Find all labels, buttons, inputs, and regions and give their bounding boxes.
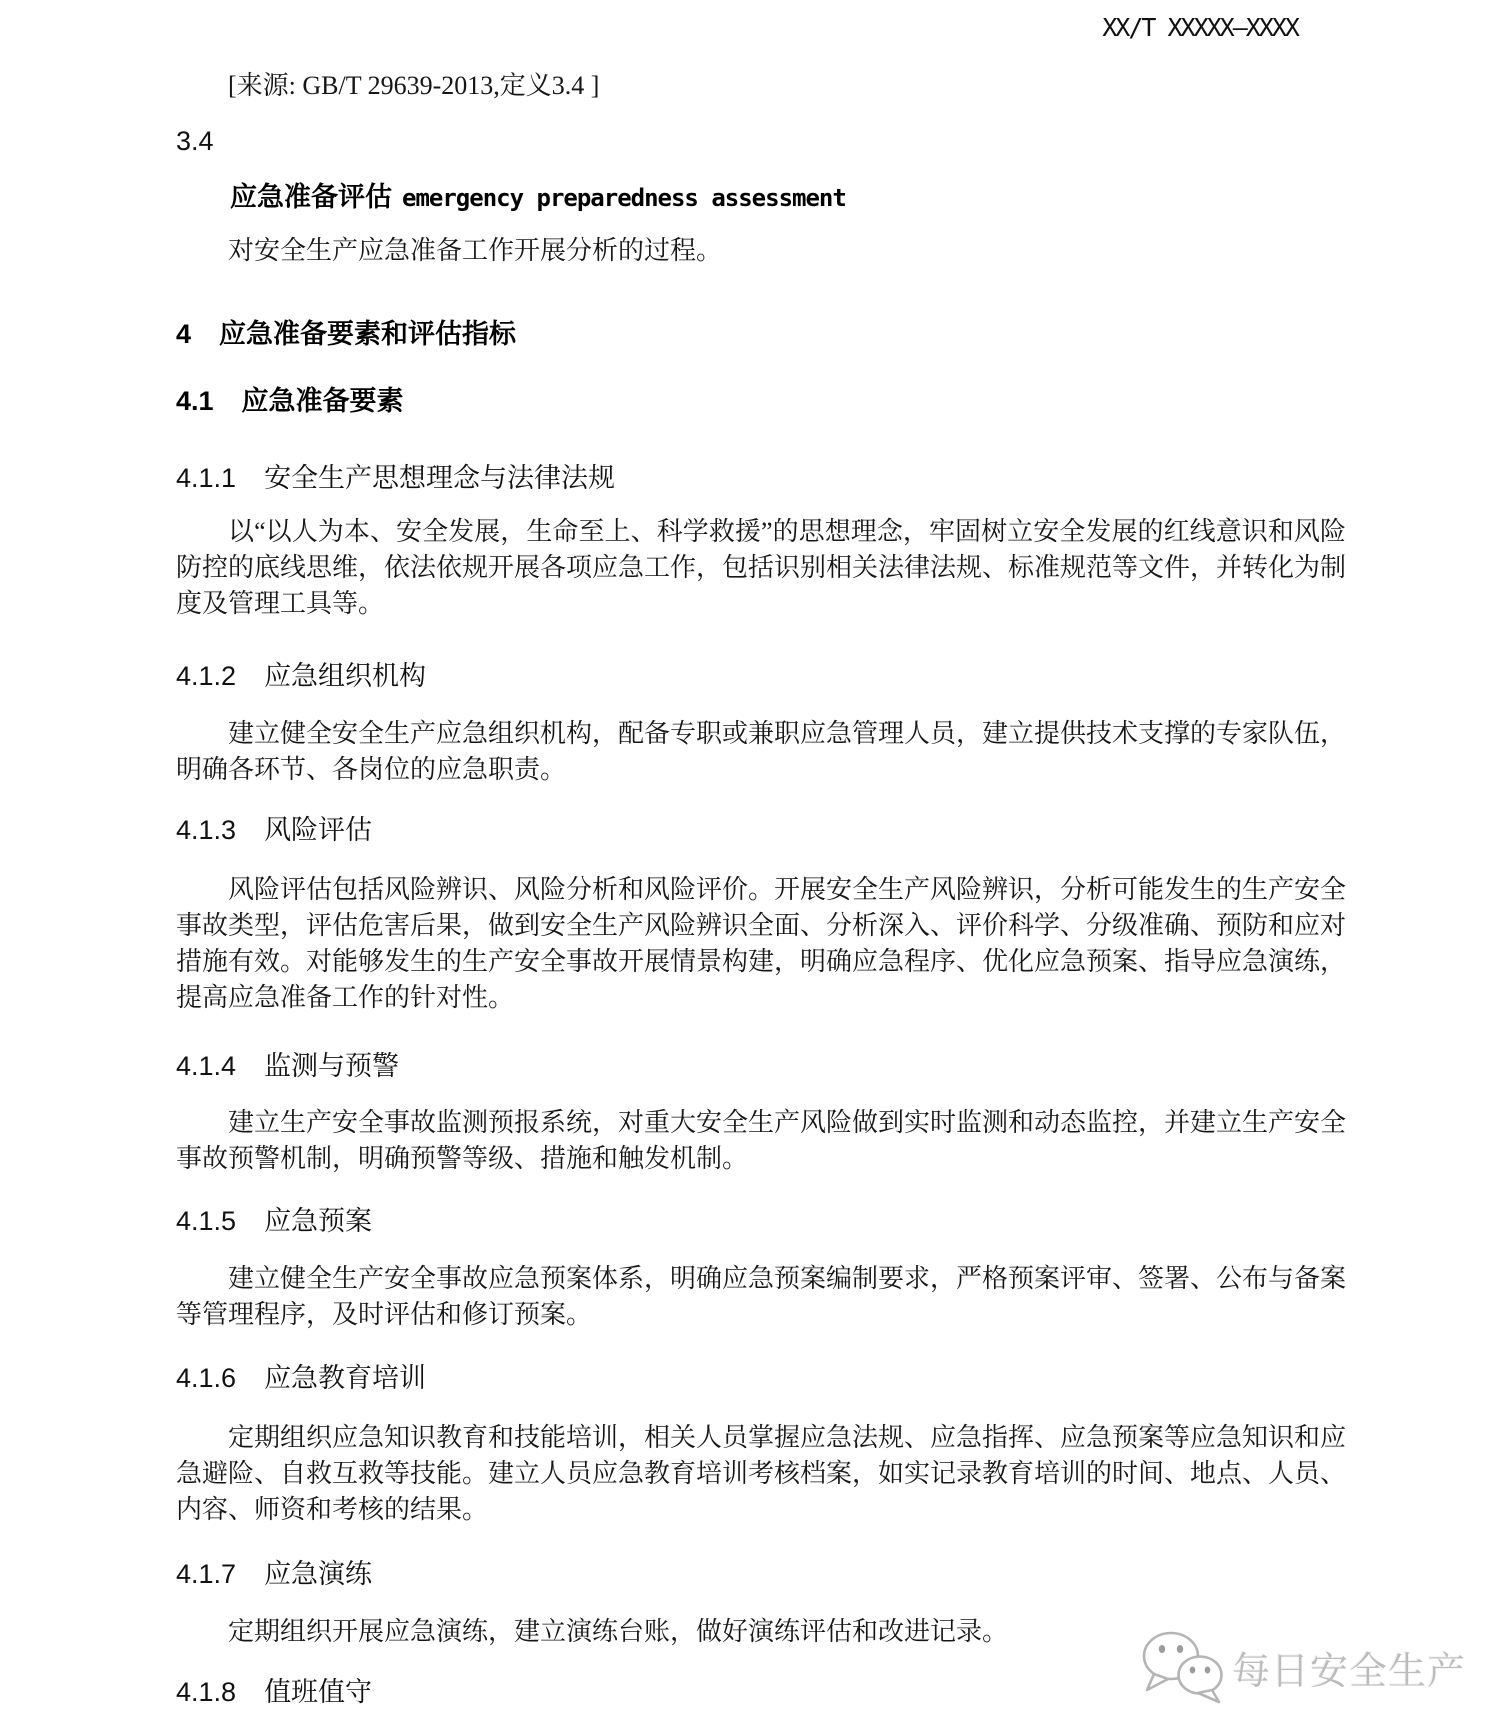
heading-4-1-3-number: 4.1.3 (176, 815, 237, 845)
standard-code-header: XX/T XXXXX—XXXX (1102, 13, 1298, 42)
term-en: emergency preparedness assessment (402, 184, 846, 212)
paragraph-4-1-6: 定期组织应急知识教育和技能培训，相关人员掌握应急法规、应急指挥、应急预案等应急知识和应急避险、自救互救等技能。建立人员应急教育培训考核档案，如实记录教育培训的时间、地点、人员、内容、师资和考核的结果。 (176, 1423, 1347, 1524)
term-definition: 对安全生产应急准备工作开展分析的过程。 (228, 236, 723, 265)
heading-4-1-6 (176, 1360, 1346, 1396)
heading-4-1-8-title: 值班值守 (264, 1677, 373, 1707)
heading-4-1-5 (176, 1203, 1346, 1239)
heading-4-1-2-number: 4.1.2 (176, 661, 237, 691)
term-entry (176, 179, 1346, 216)
heading-4-1-number: 4.1 (176, 386, 214, 416)
heading-4-1-6-title: 应急教育培训 (264, 1363, 427, 1393)
heading-4-title: 应急准备要素和评估指标 (219, 319, 517, 349)
paragraph-4-1-3: 风险评估包括风险辨识、风险分析和风险评价。开展安全生产风险辨识，分析可能发生的生产安全事故类型，评估危害后果，做到安全生产风险辨识全面、分析深入、评价科学、分级准确、预防和应对措施有效。对能够发生的生产安全事故开展情景构建，明确应急程序、优化应急预案、指导应急演练，提高应急准备工作的针对性。 (176, 875, 1347, 1012)
heading-4-1-7 (176, 1556, 1346, 1592)
term-zh: 应急准备评估 (230, 182, 392, 212)
paragraph-4-1-4: 建立生产安全事故监测预报系统，对重大安全生产风险做到实时监测和动态监控，并建立生产安全事故预警机制，明确预警等级、措施和触发机制。 (176, 1108, 1347, 1173)
heading-4-1-8-number: 4.1.8 (176, 1677, 237, 1707)
heading-4-number: 4 (176, 319, 192, 349)
heading-4-1-title: 应急准备要素 (241, 386, 404, 416)
heading-4-1-1-number: 4.1.1 (176, 463, 237, 493)
heading-4-1-2 (176, 658, 1346, 694)
heading-4-1-2-title: 应急组织机构 (264, 661, 427, 691)
heading-4-1-1 (176, 460, 1346, 496)
watermark-label: 每日安全生产 (1232, 1650, 1467, 1693)
heading-4-1-8 (176, 1674, 1346, 1710)
heading-4-1-3 (176, 812, 1346, 848)
heading-4-1-5-title: 应急预案 (264, 1206, 373, 1236)
clause-number-3-4: 3.4 (176, 126, 214, 156)
paragraph-4-1-7: 定期组织开展应急演练，建立演练台账，做好演练评估和改进记录。 (228, 1617, 1009, 1646)
heading-4-1-4 (176, 1048, 1346, 1084)
heading-4-1 (176, 381, 1346, 421)
heading-4 (176, 314, 1346, 354)
heading-4-1-1-title: 安全生产思想理念与法律法规 (264, 463, 616, 493)
heading-4-1-3-title: 风险评估 (264, 815, 373, 845)
source-note: [来源: GB/T 29639-2013,定义3.4 ] (228, 71, 600, 100)
heading-4-1-6-number: 4.1.6 (176, 1363, 237, 1393)
paragraph-4-1-2: 建立健全安全生产应急组织机构，配备专职或兼职应急管理人员，建立提供技术支撑的专家队伍，明确各环节、各岗位的应急职责。 (176, 719, 1347, 784)
paragraph-4-1-1: 以“以人为本、安全发展，生命至上、科学救援”的思想理念，牢固树立安全发展的红线意识和风险防控的底线思维，依法依规开展各项应急工作，包括识别相关法律法规、标准规范等文件，并转化为制度及管理工具等。 (176, 517, 1347, 618)
heading-4-1-5-number: 4.1.5 (176, 1206, 237, 1236)
paragraph-4-1-5: 建立健全生产安全事故应急预案体系，明确应急预案编制要求，严格预案评审、签署、公布与备案等管理程序，及时评估和修订预案。 (176, 1264, 1347, 1329)
heading-4-1-7-title: 应急演练 (264, 1559, 373, 1589)
heading-4-1-4-number: 4.1.4 (176, 1051, 237, 1081)
heading-4-1-4-title: 监测与预警 (264, 1051, 400, 1081)
heading-4-1-7-number: 4.1.7 (176, 1559, 237, 1589)
